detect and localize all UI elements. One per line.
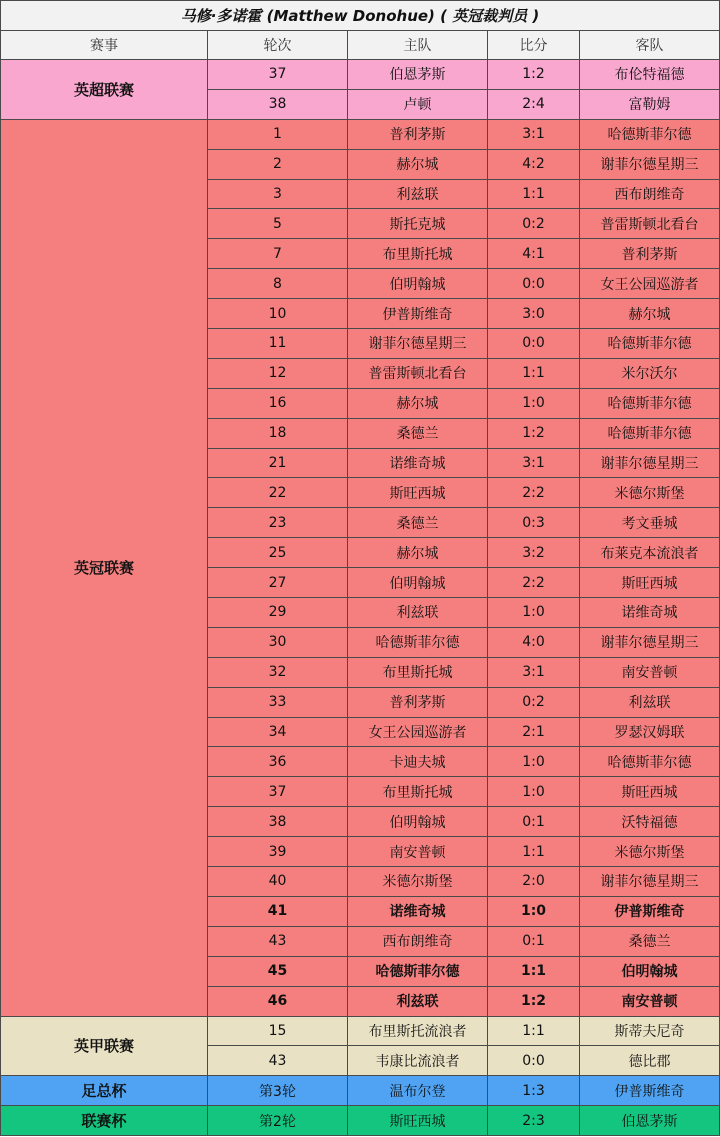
round-cell: 30 xyxy=(208,627,348,657)
score-cell: 1:1 xyxy=(488,358,580,388)
round-cell: 33 xyxy=(208,687,348,717)
home-team-cell: 利兹联 xyxy=(348,986,488,1016)
home-team-cell: 斯托克城 xyxy=(348,209,488,239)
home-team-cell: 利兹联 xyxy=(348,598,488,628)
table-row xyxy=(1,1016,720,1046)
round-cell: 46 xyxy=(208,986,348,1016)
header-score: 比分 xyxy=(488,31,580,60)
home-team-cell: 伯明翰城 xyxy=(348,568,488,598)
round-cell: 11 xyxy=(208,329,348,359)
score-cell: 1:1 xyxy=(488,1016,580,1046)
round-cell: 41 xyxy=(208,896,348,926)
home-team-cell: 赫尔城 xyxy=(348,149,488,179)
home-team-cell: 普利茅斯 xyxy=(348,119,488,149)
away-team-cell: 谢菲尔德星期三 xyxy=(580,149,720,179)
score-cell: 3:1 xyxy=(488,657,580,687)
away-team-cell: 谢菲尔德星期三 xyxy=(580,627,720,657)
home-team-cell: 普利茅斯 xyxy=(348,687,488,717)
score-cell: 1:0 xyxy=(488,896,580,926)
away-team-cell: 米德尔斯堡 xyxy=(580,837,720,867)
score-cell: 0:3 xyxy=(488,508,580,538)
score-cell: 0:1 xyxy=(488,807,580,837)
table-body xyxy=(1,60,720,1136)
table-row xyxy=(1,1076,720,1106)
round-cell: 27 xyxy=(208,568,348,598)
away-team-cell: 利兹联 xyxy=(580,687,720,717)
score-cell: 4:1 xyxy=(488,239,580,269)
round-cell: 23 xyxy=(208,508,348,538)
table-row xyxy=(1,119,720,149)
round-cell: 10 xyxy=(208,299,348,329)
score-cell: 1:2 xyxy=(488,60,580,90)
away-team-cell: 哈德斯菲尔德 xyxy=(580,747,720,777)
round-cell: 3 xyxy=(208,179,348,209)
away-team-cell: 米德尔斯堡 xyxy=(580,478,720,508)
away-team-cell: 诺维奇城 xyxy=(580,598,720,628)
away-team-cell: 哈德斯菲尔德 xyxy=(580,329,720,359)
home-team-cell: 布里斯托城 xyxy=(348,657,488,687)
away-team-cell: 桑德兰 xyxy=(580,926,720,956)
round-cell: 16 xyxy=(208,388,348,418)
home-team-cell: 女王公园巡游者 xyxy=(348,717,488,747)
away-team-cell: 哈德斯菲尔德 xyxy=(580,119,720,149)
competition-cell: 英冠联赛 xyxy=(1,119,208,1016)
score-cell: 3:2 xyxy=(488,538,580,568)
score-cell: 1:3 xyxy=(488,1076,580,1106)
home-team-cell: 西布朗维奇 xyxy=(348,926,488,956)
away-team-cell: 哈德斯菲尔德 xyxy=(580,418,720,448)
away-team-cell: 米尔沃尔 xyxy=(580,358,720,388)
home-team-cell: 布里斯托城 xyxy=(348,777,488,807)
away-team-cell: 谢菲尔德星期三 xyxy=(580,867,720,897)
home-team-cell: 温布尔登 xyxy=(348,1076,488,1106)
away-team-cell: 罗瑟汉姆联 xyxy=(580,717,720,747)
away-team-cell: 哈德斯菲尔德 xyxy=(580,388,720,418)
home-team-cell: 斯旺西城 xyxy=(348,478,488,508)
competition-cell: 联赛杯 xyxy=(1,1106,208,1136)
away-team-cell: 谢菲尔德星期三 xyxy=(580,448,720,478)
score-cell: 1:0 xyxy=(488,388,580,418)
home-team-cell: 卢顿 xyxy=(348,89,488,119)
away-team-cell: 伯恩茅斯 xyxy=(580,1106,720,1136)
home-team-cell: 伯明翰城 xyxy=(348,269,488,299)
round-cell: 5 xyxy=(208,209,348,239)
home-team-cell: 普雷斯顿北看台 xyxy=(348,358,488,388)
header-home: 主队 xyxy=(348,31,488,60)
score-cell: 2:2 xyxy=(488,478,580,508)
away-team-cell: 沃特福德 xyxy=(580,807,720,837)
round-cell: 18 xyxy=(208,418,348,448)
away-team-cell: 女王公园巡游者 xyxy=(580,269,720,299)
home-team-cell: 韦康比流浪者 xyxy=(348,1046,488,1076)
away-team-cell: 斯蒂夫尼奇 xyxy=(580,1016,720,1046)
round-cell: 45 xyxy=(208,956,348,986)
round-cell: 39 xyxy=(208,837,348,867)
score-cell: 0:1 xyxy=(488,926,580,956)
round-cell: 8 xyxy=(208,269,348,299)
round-cell: 43 xyxy=(208,1046,348,1076)
score-cell: 0:2 xyxy=(488,209,580,239)
competition-cell: 英超联赛 xyxy=(1,60,208,120)
round-cell: 第3轮 xyxy=(208,1076,348,1106)
round-cell: 37 xyxy=(208,777,348,807)
table-row xyxy=(1,60,720,90)
home-team-cell: 南安普顿 xyxy=(348,837,488,867)
round-cell: 12 xyxy=(208,358,348,388)
home-team-cell: 桑德兰 xyxy=(348,508,488,538)
score-cell: 2:0 xyxy=(488,867,580,897)
away-team-cell: 南安普顿 xyxy=(580,657,720,687)
home-team-cell: 哈德斯菲尔德 xyxy=(348,956,488,986)
round-cell: 37 xyxy=(208,60,348,90)
score-cell: 0:2 xyxy=(488,687,580,717)
round-cell: 29 xyxy=(208,598,348,628)
round-cell: 32 xyxy=(208,657,348,687)
score-cell: 3:0 xyxy=(488,299,580,329)
score-cell: 1:2 xyxy=(488,986,580,1016)
round-cell: 22 xyxy=(208,478,348,508)
score-cell: 1:0 xyxy=(488,747,580,777)
round-cell: 2 xyxy=(208,149,348,179)
round-cell: 1 xyxy=(208,119,348,149)
home-team-cell: 诺维奇城 xyxy=(348,448,488,478)
score-cell: 1:2 xyxy=(488,418,580,448)
away-team-cell: 德比郡 xyxy=(580,1046,720,1076)
round-cell: 38 xyxy=(208,89,348,119)
home-team-cell: 米德尔斯堡 xyxy=(348,867,488,897)
header-away: 客队 xyxy=(580,31,720,60)
away-team-cell: 伯明翰城 xyxy=(580,956,720,986)
score-cell: 4:0 xyxy=(488,627,580,657)
round-cell: 第2轮 xyxy=(208,1106,348,1136)
score-cell: 2:2 xyxy=(488,568,580,598)
round-cell: 25 xyxy=(208,538,348,568)
away-team-cell: 普雷斯顿北看台 xyxy=(580,209,720,239)
away-team-cell: 伊普斯维奇 xyxy=(580,896,720,926)
table-row xyxy=(1,1106,720,1136)
competition-cell: 英甲联赛 xyxy=(1,1016,208,1076)
home-team-cell: 布里斯托城 xyxy=(348,239,488,269)
away-team-cell: 富勒姆 xyxy=(580,89,720,119)
away-team-cell: 布伦特福德 xyxy=(580,60,720,90)
score-cell: 2:1 xyxy=(488,717,580,747)
round-cell: 43 xyxy=(208,926,348,956)
score-cell: 1:1 xyxy=(488,837,580,867)
away-team-cell: 布莱克本流浪者 xyxy=(580,538,720,568)
home-team-cell: 谢菲尔德星期三 xyxy=(348,329,488,359)
header-competition: 赛事 xyxy=(1,31,208,60)
away-team-cell: 考文垂城 xyxy=(580,508,720,538)
score-cell: 0:0 xyxy=(488,329,580,359)
away-team-cell: 西布朗维奇 xyxy=(580,179,720,209)
header-round: 轮次 xyxy=(208,31,348,60)
home-team-cell: 哈德斯菲尔德 xyxy=(348,627,488,657)
away-team-cell: 南安普顿 xyxy=(580,986,720,1016)
away-team-cell: 普利茅斯 xyxy=(580,239,720,269)
round-cell: 34 xyxy=(208,717,348,747)
round-cell: 36 xyxy=(208,747,348,777)
away-team-cell: 斯旺西城 xyxy=(580,777,720,807)
home-team-cell: 桑德兰 xyxy=(348,418,488,448)
home-team-cell: 布里斯托流浪者 xyxy=(348,1016,488,1046)
home-team-cell: 伊普斯维奇 xyxy=(348,299,488,329)
score-cell: 3:1 xyxy=(488,448,580,478)
home-team-cell: 赫尔城 xyxy=(348,538,488,568)
score-cell: 2:3 xyxy=(488,1106,580,1136)
score-cell: 0:0 xyxy=(488,1046,580,1076)
score-cell: 1:1 xyxy=(488,956,580,986)
score-cell: 2:4 xyxy=(488,89,580,119)
score-cell: 1:0 xyxy=(488,777,580,807)
home-team-cell: 斯旺西城 xyxy=(348,1106,488,1136)
round-cell: 21 xyxy=(208,448,348,478)
score-cell: 3:1 xyxy=(488,119,580,149)
score-cell: 1:1 xyxy=(488,179,580,209)
home-team-cell: 赫尔城 xyxy=(348,388,488,418)
home-team-cell: 卡迪夫城 xyxy=(348,747,488,777)
away-team-cell: 伊普斯维奇 xyxy=(580,1076,720,1106)
score-cell: 4:2 xyxy=(488,149,580,179)
round-cell: 40 xyxy=(208,867,348,897)
round-cell: 15 xyxy=(208,1016,348,1046)
table-title: 马修·多诺霍 (Matthew Donohue) ( 英冠裁判员 ) xyxy=(1,1,720,31)
home-team-cell: 利兹联 xyxy=(348,179,488,209)
score-cell: 0:0 xyxy=(488,269,580,299)
home-team-cell: 诺维奇城 xyxy=(348,896,488,926)
home-team-cell: 伯明翰城 xyxy=(348,807,488,837)
round-cell: 38 xyxy=(208,807,348,837)
away-team-cell: 赫尔城 xyxy=(580,299,720,329)
score-cell: 1:0 xyxy=(488,598,580,628)
round-cell: 7 xyxy=(208,239,348,269)
competition-cell: 足总杯 xyxy=(1,1076,208,1106)
home-team-cell: 伯恩茅斯 xyxy=(348,60,488,90)
away-team-cell: 斯旺西城 xyxy=(580,568,720,598)
